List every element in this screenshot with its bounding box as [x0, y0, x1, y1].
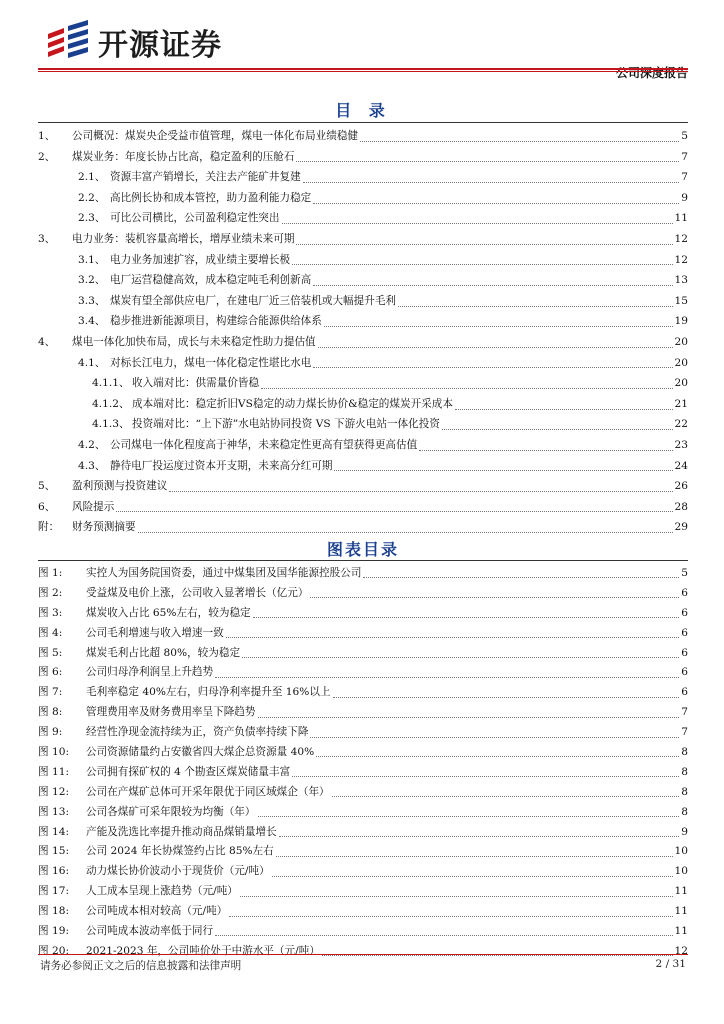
- entry-page: 20: [674, 356, 688, 369]
- entry-page: 28: [674, 500, 688, 513]
- table-of-contents: [38, 128, 688, 540]
- dot-leader: [169, 491, 672, 492]
- entry-title: 公司煤电一体化程度高于神华，未来稳定性更高有望获得更高估值: [110, 438, 418, 451]
- entry-title: 公司概况：煤炭央企受益市值管理，煤电一体化布局业绩稳健: [72, 130, 359, 142]
- entry-page: 20: [674, 377, 688, 390]
- entry-title: 资源丰富产销增长，关注去产能矿井复建: [110, 171, 301, 184]
- entry-number: 2.2、: [78, 191, 106, 204]
- toc-entry[interactable]: [38, 396, 688, 417]
- entry-page: 6: [681, 586, 688, 599]
- entry-title: 经营性净现金流持续为正，资产负债率持续下降: [86, 726, 309, 739]
- entry-page: 13: [674, 274, 688, 287]
- entry-page: 9: [681, 825, 688, 838]
- entry-number: 图 5:: [38, 646, 63, 659]
- toc-entry[interactable]: [38, 149, 688, 170]
- entry-number: 4.1.2、: [92, 397, 130, 410]
- entry-page: 8: [681, 805, 688, 818]
- entry-number: 4.1.1、: [92, 377, 130, 390]
- entry-page: 20: [674, 335, 688, 348]
- entry-page: 11: [674, 925, 688, 938]
- figure-entry[interactable]: [38, 784, 688, 804]
- toc-title: 目 录: [335, 101, 391, 120]
- entry-title: 煤炭收入占比 65%左右，较为稳定: [86, 606, 251, 619]
- entry-title: 公司吨成本相对较高（元/吨）: [86, 905, 228, 918]
- dot-leader: [215, 935, 672, 936]
- entry-number: 图 7:: [38, 686, 63, 699]
- entry-page: 8: [681, 746, 688, 759]
- entry-page: 11: [674, 905, 688, 918]
- report-type-label: 公司深度报告: [615, 66, 688, 80]
- dot-leader: [322, 955, 673, 956]
- entry-page: 7: [681, 726, 688, 739]
- entry-number: 图 3:: [38, 606, 63, 619]
- toc-entry[interactable]: [38, 293, 688, 314]
- dot-leader: [303, 182, 680, 183]
- entry-page: 23: [674, 438, 688, 451]
- dot-leader: [318, 347, 673, 348]
- entry-number: 图 1:: [38, 567, 63, 579]
- entry-title: 2021-2023 年，公司吨价处于中游水平（元/吨）: [86, 944, 320, 957]
- dot-leader: [310, 597, 679, 598]
- entry-title: 实控人为国务院国资委，通过中煤集团及国华能源控股公司: [86, 567, 362, 579]
- entry-number: 附：: [38, 521, 60, 534]
- entry-number: 2.1、: [78, 171, 106, 184]
- entry-title: 可比公司横比，公司盈利稳定性突出: [110, 212, 280, 225]
- entry-title: 公司在产煤矿总体可开采年限优于同区域煤企（年）: [86, 785, 330, 798]
- dot-leader: [215, 677, 679, 678]
- dot-leader: [360, 141, 679, 142]
- entry-number: 2.3、: [78, 212, 106, 225]
- entry-page: 12: [674, 253, 688, 266]
- entry-number: 5、: [38, 480, 56, 493]
- entry-page: 8: [681, 785, 688, 798]
- entry-number: 图 4:: [38, 626, 63, 639]
- figure-entry[interactable]: [38, 605, 688, 625]
- header-divider-thin: [38, 71, 688, 72]
- dot-leader: [253, 617, 680, 618]
- entry-page: 11: [674, 885, 688, 898]
- toc-entry[interactable]: [38, 210, 688, 231]
- entry-title: 公司毛利增速与收入增速一致: [86, 626, 224, 639]
- figure-entry[interactable]: [38, 645, 688, 665]
- toc-entry[interactable]: [38, 499, 688, 520]
- dot-leader: [258, 717, 680, 718]
- dot-leader: [333, 697, 680, 698]
- entry-number: 图 11:: [38, 765, 70, 778]
- entry-title: 公司 2024 年长协煤签约占比 85%左右: [86, 845, 274, 858]
- entry-page: 7: [681, 171, 688, 184]
- entry-title: 煤炭业务：年度长协占比高，稳定盈利的压舱石: [72, 150, 295, 163]
- entry-title: 煤炭有望全部供应电厂，在建电厂近三倍装机或大幅提升毛利: [110, 294, 397, 307]
- entry-number: 图 9:: [38, 726, 63, 739]
- toc-entry[interactable]: [38, 190, 688, 211]
- entry-page: 6: [681, 606, 688, 619]
- entry-page: 11: [674, 212, 688, 225]
- dot-leader: [363, 577, 679, 578]
- entry-number: 3.1、: [78, 253, 106, 266]
- figures-title: 图表目录: [326, 540, 399, 559]
- entry-title: 公司各煤矿可采年限较为均衡（年）: [86, 805, 256, 818]
- figure-entry[interactable]: [38, 664, 688, 684]
- entry-page: 26: [674, 480, 688, 493]
- entry-title: 稳步推进新能源项目，构建综合能源供给体系: [110, 315, 322, 328]
- entry-number: 图 6:: [38, 666, 63, 679]
- toc-entry[interactable]: [38, 128, 688, 149]
- entry-number: 4.1.3、: [92, 418, 130, 431]
- entry-number: 1、: [38, 130, 56, 142]
- entry-page: 22: [674, 418, 688, 431]
- toc-entry[interactable]: [38, 375, 688, 396]
- toc-entry[interactable]: [38, 252, 688, 273]
- dot-leader: [324, 326, 673, 327]
- header-divider: [38, 68, 688, 70]
- entry-page: 7: [681, 706, 688, 719]
- dot-leader: [292, 264, 672, 265]
- figure-entry[interactable]: [38, 903, 688, 923]
- footer-divider: [38, 954, 688, 955]
- toc-entry[interactable]: [38, 437, 688, 458]
- entry-title: 公司吨成本波动率低于同行: [86, 925, 214, 938]
- entry-page: 10: [674, 845, 688, 858]
- dot-leader: [442, 429, 673, 430]
- entry-page: 21: [674, 397, 688, 410]
- dot-leader: [455, 409, 673, 410]
- figure-entry[interactable]: [38, 923, 688, 943]
- entry-number: 4.3、: [78, 459, 106, 472]
- entry-page: 6: [681, 646, 688, 659]
- figure-entry[interactable]: [38, 843, 688, 863]
- page-number: 2 / 31: [655, 958, 686, 970]
- entry-title: 煤电一体化加快布局，成长与未来稳定性助力提估值: [72, 335, 316, 348]
- figure-entry[interactable]: [38, 585, 688, 605]
- entry-title: 公司资源储量约占安徽省四大煤企总资源量 40%: [86, 746, 315, 759]
- dot-leader: [332, 796, 680, 797]
- entry-title: 公司归母净利润呈上升趋势: [86, 666, 214, 679]
- entry-number: 3.2、: [78, 274, 106, 287]
- entry-number: 图 15:: [38, 845, 70, 858]
- entry-page: 6: [681, 686, 688, 699]
- toc-entry[interactable]: [38, 169, 688, 190]
- dot-leader: [116, 511, 672, 512]
- entry-title: 人工成本呈现上涨趋势（元/吨）: [86, 885, 238, 898]
- dot-leader: [316, 756, 679, 757]
- entry-page: 6: [681, 626, 688, 639]
- entry-title: 公司拥有探矿权的 4 个勘查区煤炭储量丰富: [86, 765, 291, 778]
- entry-page: 7: [681, 150, 688, 163]
- entry-title: 受益煤及电价上涨，公司收入显著增长（亿元）: [86, 586, 309, 599]
- entry-page: 6: [681, 666, 688, 679]
- dot-leader: [310, 737, 679, 738]
- entry-number: 图 20:: [38, 944, 70, 957]
- entry-title: 煤炭毛利占比超 80%，较为稳定: [86, 646, 241, 659]
- figure-entry[interactable]: [38, 704, 688, 724]
- dot-leader: [138, 532, 673, 533]
- toc-title-divider: [38, 122, 688, 123]
- dot-leader: [258, 816, 680, 817]
- dot-leader: [419, 450, 672, 451]
- dot-leader: [292, 776, 679, 777]
- toc-entry[interactable]: [38, 416, 688, 437]
- toc-entry[interactable]: [38, 272, 688, 293]
- entry-number: 3.4、: [78, 315, 106, 328]
- toc-entry[interactable]: [38, 313, 688, 334]
- entry-number: 6、: [38, 500, 56, 513]
- entry-title: 电力业务加速扩容，成业绩主要增长极: [110, 253, 291, 266]
- entry-page: 24: [674, 459, 688, 472]
- entry-page: 12: [674, 232, 688, 245]
- entry-number: 4.2、: [78, 438, 106, 451]
- figures-list: [38, 565, 688, 963]
- entry-number: 4.1、: [78, 356, 106, 369]
- entry-title: 收入端对比：供需量价皆稳: [132, 377, 260, 390]
- entry-page: 9: [681, 191, 688, 204]
- dot-leader: [282, 223, 673, 224]
- dot-leader: [272, 876, 673, 877]
- entry-page: 29: [674, 521, 688, 534]
- dot-leader: [296, 161, 679, 162]
- dot-leader: [334, 470, 672, 471]
- dot-leader: [242, 657, 679, 658]
- toc-entry[interactable]: [38, 458, 688, 479]
- figure-entry[interactable]: [38, 824, 688, 844]
- entry-number: 图 16:: [38, 865, 70, 878]
- toc-entry[interactable]: [38, 334, 688, 355]
- figure-entry[interactable]: [38, 724, 688, 744]
- figure-entry[interactable]: [38, 684, 688, 704]
- entry-number: 图 10:: [38, 746, 70, 759]
- toc-entry[interactable]: [38, 355, 688, 376]
- entry-page: 12: [674, 944, 688, 957]
- entry-title: 风险提示: [72, 500, 115, 513]
- entry-title: 电力业务：装机容量高增长，增厚业绩未来可期: [72, 232, 295, 245]
- dot-leader: [313, 285, 672, 286]
- entry-page: 10: [674, 865, 688, 878]
- entry-number: 图 8:: [38, 706, 63, 719]
- entry-page: 19: [674, 315, 688, 328]
- entry-number: 图 13:: [38, 805, 70, 818]
- entry-number: 3、: [38, 232, 56, 245]
- dot-leader: [276, 856, 673, 857]
- entry-page: 5: [681, 130, 688, 142]
- entry-number: 图 14:: [38, 825, 70, 838]
- dot-leader: [313, 367, 672, 368]
- dot-leader: [229, 916, 672, 917]
- entry-title: 高比例长协和成本管控，助力盈利能力稳定: [110, 191, 312, 204]
- entry-number: 4、: [38, 335, 56, 348]
- dot-leader: [398, 306, 672, 307]
- entry-number: 图 2:: [38, 586, 63, 599]
- entry-title: 投资端对比：“上下游”水电站协同投资 VS 下游火电站一体化投资: [132, 418, 440, 431]
- entry-page: 8: [681, 765, 688, 778]
- entry-title: 动力煤长协价波动小于现货价（元/吨）: [86, 865, 270, 878]
- figure-entry[interactable]: [38, 764, 688, 784]
- dot-leader: [279, 836, 680, 837]
- figure-entry[interactable]: [38, 565, 688, 585]
- entry-title: 管理费用率及财务费用率呈下降趋势: [86, 706, 256, 719]
- brand-logo: [44, 20, 222, 64]
- page-header: [38, 16, 688, 80]
- figure-entry[interactable]: [38, 883, 688, 903]
- entry-number: 2、: [38, 150, 56, 163]
- entry-title: 成本端对比：稳定折旧VS稳定的动力煤长协价&稳定的煤炭开采成本: [132, 397, 453, 410]
- figure-entry[interactable]: [38, 863, 688, 883]
- entry-title: 毛利率稳定 40%左右，归母净利率提升至 16%以上: [86, 686, 331, 699]
- entry-title: 盈利预测与投资建议: [72, 480, 168, 493]
- toc-entry[interactable]: [38, 478, 688, 499]
- entry-page: 5: [681, 567, 688, 579]
- entry-number: 图 17:: [38, 885, 70, 898]
- entry-title: 对标长江电力，煤电一体化稳定性堪比水电: [110, 356, 312, 369]
- entry-page: 15: [674, 294, 688, 307]
- entry-title: 静待电厂投运度过资本开支期，未来高分红可期: [110, 459, 333, 472]
- entry-title: 电厂运营稳健高效，成本稳定吨毛利创新高: [110, 274, 312, 287]
- brand-name: 开源证券: [98, 28, 222, 63]
- figure-entry[interactable]: [38, 804, 688, 824]
- dot-leader: [296, 244, 672, 245]
- figure-entry[interactable]: [38, 744, 688, 764]
- entry-number: 图 18:: [38, 905, 70, 918]
- figures-title-divider: [38, 560, 688, 561]
- entry-number: 3.3、: [78, 294, 106, 307]
- dot-leader: [240, 896, 673, 897]
- footer-disclaimer: 请务必参阅正文之后的信息披露和法律声明: [40, 960, 242, 972]
- dot-leader: [261, 388, 672, 389]
- toc-entry[interactable]: [38, 231, 688, 252]
- dot-leader: [226, 637, 680, 638]
- entry-title: 财务预测摘要: [72, 521, 136, 534]
- dot-leader: [313, 203, 679, 204]
- figure-entry[interactable]: [38, 625, 688, 645]
- entry-title: 产能及洗选比率提升推动商品煤销量增长: [86, 825, 277, 838]
- entry-number: 图 12:: [38, 785, 70, 798]
- brand-logo-icon: [44, 20, 92, 64]
- entry-number: 图 19:: [38, 925, 70, 938]
